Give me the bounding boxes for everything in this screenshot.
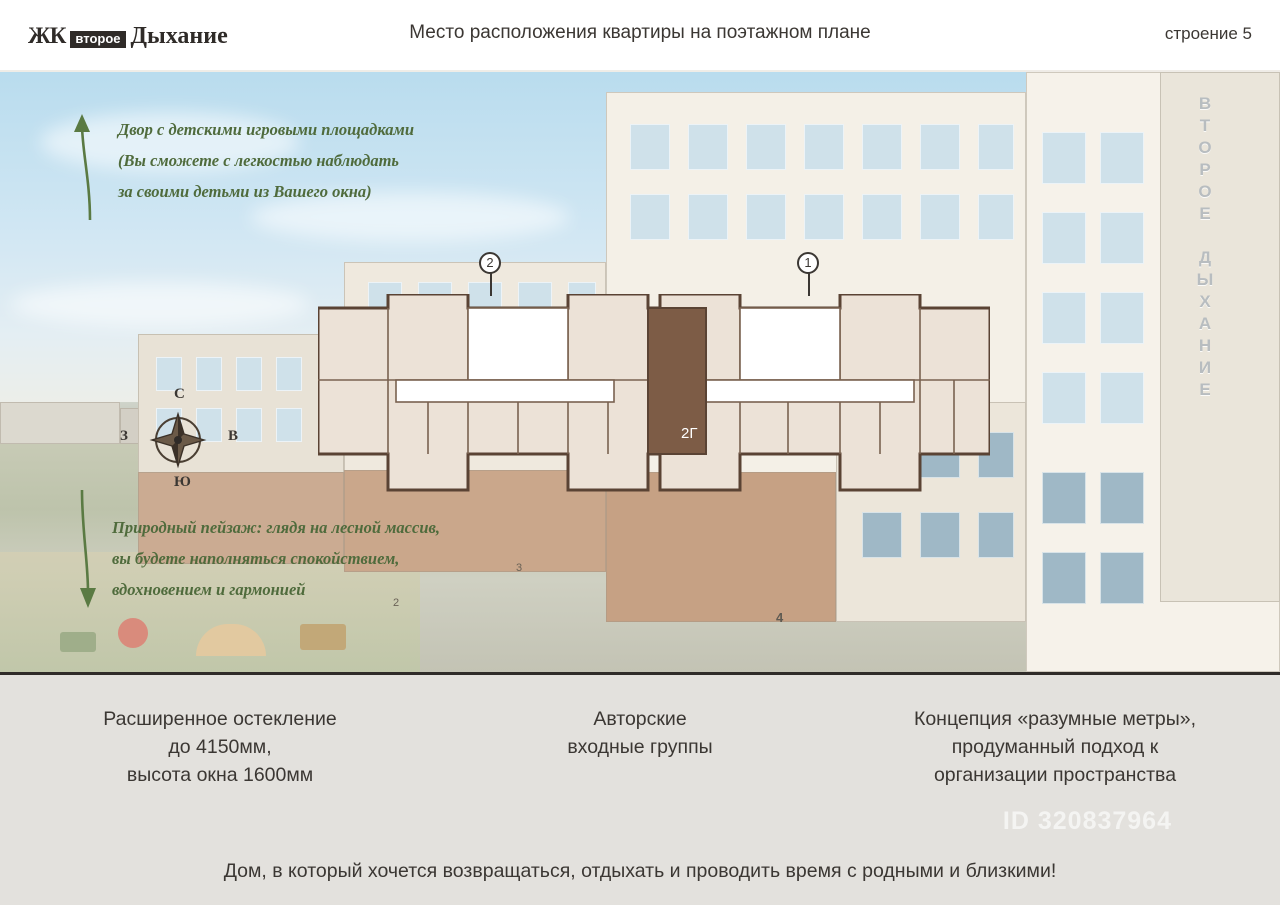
- annotation-nature-line1: Природный пейзаж: глядя на лесной массив,: [112, 518, 441, 537]
- arrow-up-icon: [68, 110, 108, 220]
- features-bar: [0, 672, 1280, 837]
- window: [1042, 472, 1086, 524]
- window: [862, 512, 902, 558]
- compass-east-label: В: [228, 428, 239, 444]
- annotation-nature-line3: вдохновением и гармонией: [112, 580, 306, 599]
- window: [862, 194, 902, 240]
- feature-glazing-line1: Расширенное остекление: [103, 708, 337, 730]
- entrance-number-4: 4: [776, 610, 784, 625]
- apartment-label-2g: 2Г: [681, 425, 698, 442]
- footer-slogan: Дом, в который хочется возвращаться, отдыхать и проводить время с родными и близкими!: [223, 859, 1057, 882]
- annotation-courtyard-line3: за своими детьми из Вашего окна): [118, 182, 372, 201]
- feature-glazing-line2: до 4150мм,: [168, 736, 272, 758]
- feature-glazing-line3: высота окна 1600мм: [126, 764, 314, 786]
- window: [1042, 372, 1086, 424]
- slide-footer: [0, 837, 1280, 905]
- window: [276, 357, 302, 391]
- slide-header: [0, 0, 1280, 72]
- window: [978, 194, 1014, 240]
- window: [1100, 472, 1144, 524]
- floor-plan-overlay: [318, 294, 990, 516]
- window: [746, 194, 786, 240]
- window: [1042, 132, 1086, 184]
- playground-element: [300, 624, 346, 650]
- entrance-number-3: 3: [516, 562, 523, 574]
- window: [1100, 292, 1144, 344]
- window: [688, 124, 728, 170]
- window: [862, 124, 902, 170]
- compass-rose: [120, 386, 239, 490]
- playground-element: [118, 618, 148, 648]
- distant-building: [0, 402, 120, 444]
- window: [1100, 552, 1144, 604]
- building-vertical-sign: [1188, 94, 1222, 574]
- compass-north-label: С: [174, 386, 185, 402]
- compass-west-label: З: [120, 428, 128, 444]
- window: [688, 194, 728, 240]
- annotation-courtyard-line1: Двор с детскими игровыми площадками: [118, 120, 415, 139]
- floor-plan-drawing: [318, 294, 990, 516]
- window: [630, 124, 670, 170]
- window: [920, 194, 960, 240]
- feature-entrance-line1: Авторские: [593, 708, 687, 730]
- building-number: строение 5: [1164, 24, 1252, 43]
- marker-2-leader: [490, 272, 492, 296]
- feature-concept-line1: Концепция «разумные метры»,: [913, 708, 1197, 730]
- window: [920, 512, 960, 558]
- window: [978, 512, 1014, 558]
- window: [1042, 552, 1086, 604]
- feature-glazing: [30, 705, 410, 789]
- feature-entrance-line2: входные группы: [567, 736, 713, 758]
- arrow-down-icon: [68, 490, 108, 610]
- window: [1042, 292, 1086, 344]
- playground-element: [60, 632, 96, 652]
- logo-dyhanie-text: Дыхание: [130, 23, 228, 49]
- window: [1042, 212, 1086, 264]
- feature-concept-line3: организации пространства: [933, 764, 1177, 786]
- marker-1-leader: [808, 272, 810, 296]
- window: [236, 357, 262, 391]
- vertical-sign-text: ВТОРОЕ ДЫХАНИЕ: [1195, 94, 1215, 402]
- feature-entrance-groups: [440, 705, 840, 761]
- annotation-courtyard: [118, 114, 558, 207]
- window: [804, 194, 844, 240]
- page-title: Место расположения квартиры на поэтажном плане: [409, 22, 871, 43]
- window: [630, 194, 670, 240]
- window: [1100, 212, 1144, 264]
- watermark-id: ID 320837964: [1002, 807, 1172, 835]
- plan-marker-2[interactable]: 2: [479, 252, 501, 274]
- window: [276, 408, 302, 442]
- window: [978, 124, 1014, 170]
- logo-vtoroe-text: второе: [70, 31, 125, 48]
- compass-south-label: Ю: [174, 474, 191, 490]
- annotation-courtyard-line2: (Вы сможете с легкостью наблюдать: [118, 151, 399, 170]
- feature-reasonable-meters: [850, 705, 1260, 789]
- cloud-shape: [10, 282, 310, 327]
- window: [236, 408, 262, 442]
- window: [1100, 372, 1144, 424]
- window: [920, 124, 960, 170]
- entrance-number-2: 2: [393, 597, 400, 609]
- complex-photo: [0, 72, 1280, 672]
- annotation-nature-line2: вы будете наполняться спокойствием,: [112, 549, 400, 568]
- window: [804, 124, 844, 170]
- annotation-nature: [112, 512, 582, 605]
- window: [196, 357, 222, 391]
- logo-jk-text: ЖК: [28, 23, 66, 48]
- feature-concept-line2: продуманный подход к: [951, 736, 1159, 758]
- window: [1100, 132, 1144, 184]
- window: [746, 124, 786, 170]
- plan-marker-1[interactable]: 1: [797, 252, 819, 274]
